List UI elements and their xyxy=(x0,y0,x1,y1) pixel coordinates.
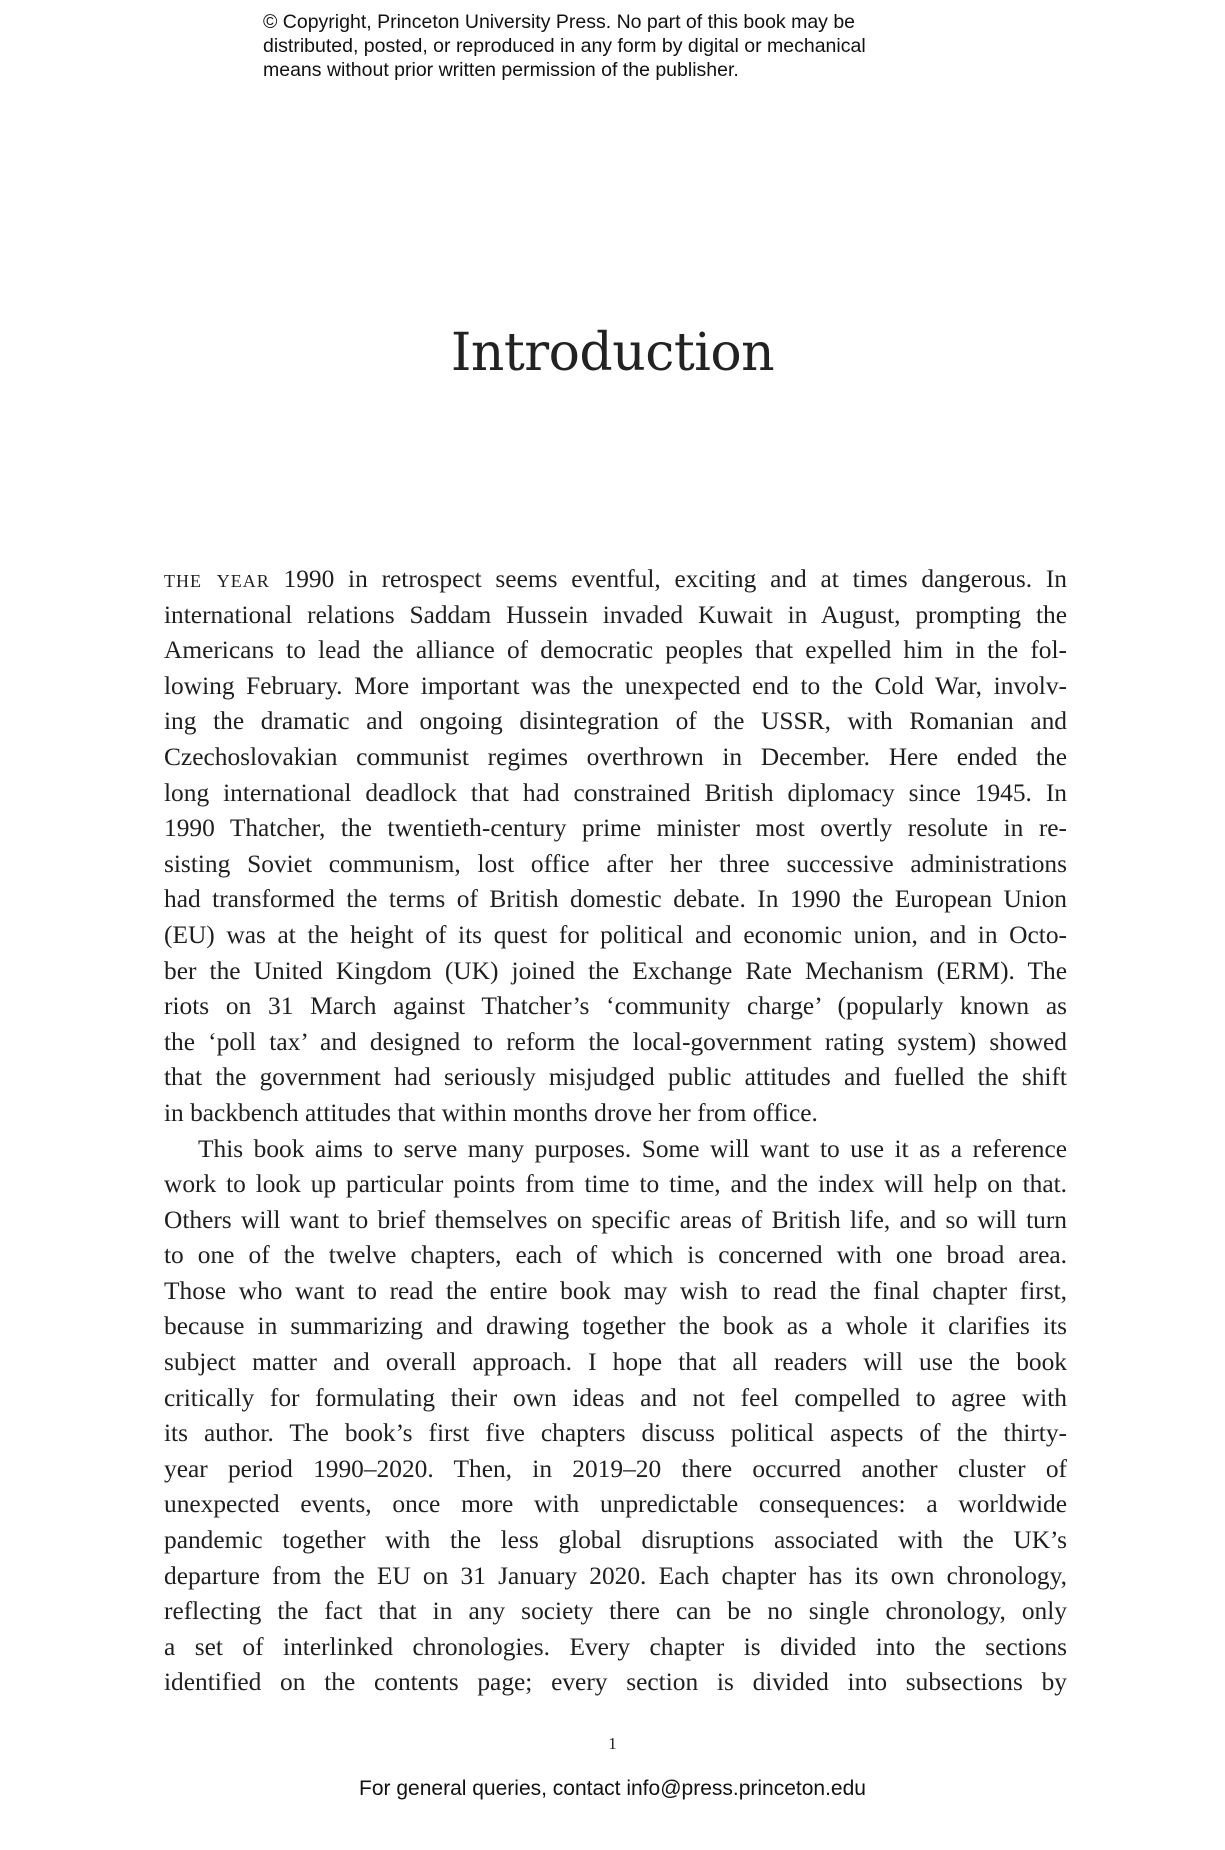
copyright-line: distributed, posted, or reproduced in any form by digital or mechanical xyxy=(263,35,866,57)
text-line: Those who want to read the entire book may wish to read the final chapter first, xyxy=(164,1276,1067,1305)
text-line: international relations Saddam Hussein invaded Kuwait in August, prompting the xyxy=(164,600,1067,629)
text-line: critically for formulating their own ideas and not feel compelled to agree with xyxy=(164,1383,1067,1412)
text-line: sisting Soviet communism, lost office after her three successive administrations xyxy=(164,849,1067,878)
text-line: ber the United Kingdom (UK) joined the Exchange Rate Mechanism (ERM). The xyxy=(164,956,1067,985)
text-line: Czechoslovakian communist regimes overthrown in December. Here ended the xyxy=(164,742,1067,771)
text-line: year period 1990–2020. Then, in 2019–20 there occurred another cluster of xyxy=(164,1454,1067,1483)
paragraph-2 xyxy=(164,1132,1067,1702)
text-line: subject matter and overall approach. I hope that all readers will use the book xyxy=(164,1348,1067,1377)
text-line: reflecting the fact that in any society there can be no single chronology, only xyxy=(164,1597,1067,1626)
text-line: to one of the twelve chapters, each of which is concerned with one broad area. xyxy=(164,1241,1067,1270)
text-line: unexpected events, once more with unpredictable consequences: a worldwide xyxy=(164,1490,1067,1519)
chapter-title: Introduction xyxy=(450,323,775,383)
text-line: because in summarizing and drawing together the book as a whole it clarifies its xyxy=(164,1312,1067,1341)
text-line: the ‘poll tax’ and designed to reform the local-government rating system) showed xyxy=(164,1027,1067,1056)
text-line: its author. The book’s first five chapters discuss political aspects of the thirty- xyxy=(164,1419,1067,1448)
text-line: pandemic together with the less global disruptions associated with the UK’s xyxy=(164,1526,1067,1555)
text-line: riots on 31 March against Thatcher’s ‘community charge’ (popularly known as xyxy=(164,992,1067,1021)
text-line: in backbench attitudes that within months drove her from office. xyxy=(164,1098,818,1127)
text-line: (EU) was at the height of its quest for political and economic union, and in Octo- xyxy=(164,920,1067,949)
page-number: 1 xyxy=(608,1734,617,1753)
text-line: identified on the contents page; every section is divided into subsections by xyxy=(164,1668,1067,1697)
lead-in-rest: 1990 in retrospect seems eventful, exciting and at times dangerous. In xyxy=(269,565,1067,593)
text-line: lowing February. More important was the unexpected end to the Cold War, involv- xyxy=(164,671,1067,700)
text-line: work to look up particular points from time to time, and the index will help on that. xyxy=(164,1170,1067,1199)
text-line: that the government had seriously misjudged public attitudes and fuelled the shift xyxy=(164,1063,1067,1092)
text-line: long international deadlock that had constrained British diplomacy since 1945. In xyxy=(164,778,1067,807)
text-line: This book aims to serve many purposes. Some will want to use it as a reference xyxy=(198,1134,1067,1163)
text-line: a set of interlinked chronologies. Every chapter is divided into the sections xyxy=(164,1632,1067,1661)
text-line: had transformed the terms of British domestic debate. In 1990 the European Union xyxy=(164,885,1067,914)
text-line xyxy=(164,562,1067,598)
copyright-line: means without prior written permission of the publisher. xyxy=(263,59,739,81)
text-line: 1990 Thatcher, the twentieth-century prime minister most overtly resolute in re- xyxy=(164,814,1067,843)
paragraph-1 xyxy=(164,562,1067,1132)
text-line: departure from the EU on 31 January 2020. Each chapter has its own chronology, xyxy=(164,1561,1067,1590)
text-line: Others will want to brief themselves on specific areas of British life, and so will turn xyxy=(164,1205,1067,1234)
text-line: Americans to lead the alliance of democratic peoples that expelled him in the fol- xyxy=(164,636,1067,665)
footer-contact: For general queries, contact info@press.princeton.edu xyxy=(359,1777,866,1800)
body-text xyxy=(164,562,1067,1701)
copyright-line: © Copyright, Princeton University Press. No part of this book may be xyxy=(263,11,856,33)
lead-in-smallcaps: the year xyxy=(164,565,270,593)
copyright-notice xyxy=(263,10,983,82)
text-line: ing the dramatic and ongoing disintegration of the USSR, with Romanian and xyxy=(164,707,1067,736)
